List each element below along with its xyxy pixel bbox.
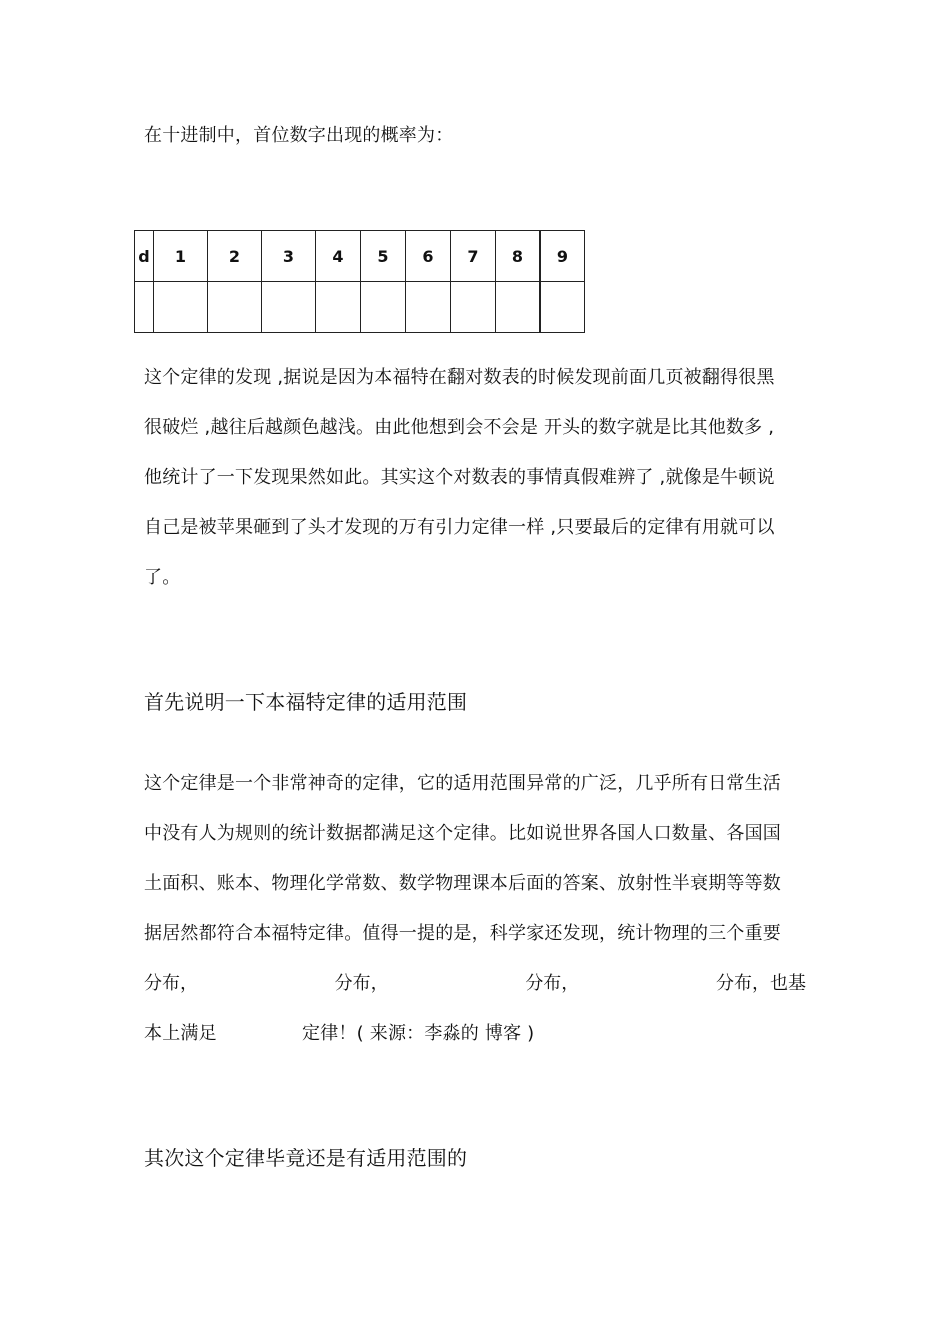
- section-heading: 其次这个定律毕竟还是有适用范围的: [144, 1146, 468, 1170]
- paragraph-line: 中没有人为规则的统计数据都满足这个定律。比如说世界各国人口数量、各国国: [144, 823, 781, 844]
- paragraph-line: 他统计了一下发现果然如此。其实这个对数表的事情真假难辨了 ,就像是牛顿说: [144, 467, 775, 488]
- table-cell-3: 3: [262, 231, 316, 282]
- paragraph-line: 这个定律是一个非常神奇的定律，它的适用范围异常的广泛，几乎所有日常生活: [144, 773, 781, 794]
- table-cell-2: 2: [208, 231, 262, 282]
- table-header-row: [135, 231, 585, 282]
- table-value-cell: [451, 282, 496, 333]
- paragraph-line: 很破烂 ,越往后越颜色越浅。由此他想到会不会是 开头的数字就是比其他数多 ,: [144, 417, 775, 438]
- paragraph-line: 这个定律的发现 ,据说是因为本福特在翻对数表的时候发现前面几页被翻得很黑: [144, 367, 775, 388]
- paragraph-line: 自己是被苹果砸到了头才发现的万有引力定律一样 ,只要最后的定律有用就可以: [144, 517, 775, 538]
- table-value-row: [135, 282, 585, 333]
- table-value-cell: [154, 282, 208, 333]
- table-value-cell: [316, 282, 361, 333]
- paragraph-line: 土面积、账本、物理化学常数、数学物理课本后面的答案、放射性半衰期等等数: [144, 873, 781, 894]
- table-cell-6: 6: [406, 231, 451, 282]
- section-heading: 首先说明一下本福特定律的适用范围: [144, 690, 468, 714]
- digit-probability-table: [134, 230, 585, 333]
- distribution-label: 分布，: [525, 973, 580, 994]
- paragraph-line: 了。: [144, 567, 181, 588]
- paragraph-line-start: 本上满足: [144, 1023, 217, 1044]
- table-cell-1: 1: [154, 231, 208, 282]
- distribution-label: 分布，: [334, 973, 389, 994]
- distribution-line: [144, 972, 806, 996]
- table-cell-9: 9: [540, 231, 585, 282]
- table-cell-7: 7: [451, 231, 496, 282]
- table-value-cell: [496, 282, 541, 333]
- table-value-cell: [262, 282, 316, 333]
- table-cell-8: 8: [496, 231, 541, 282]
- table-value-cell: [406, 282, 451, 333]
- distribution-label: 分布，: [144, 973, 198, 994]
- table-value-cell: [361, 282, 406, 333]
- table-value-cell: [208, 282, 262, 333]
- table-cell-4: 4: [316, 231, 361, 282]
- intro-text: 在十进制中，首位数字出现的概率为：: [144, 125, 454, 146]
- paragraph-line-end: 定律！( 来源：李淼的 博客 ): [302, 1023, 535, 1044]
- paragraph-line: 据居然都符合本福特定律。值得一提的是，科学家还发现，统计物理的三个重要: [144, 923, 781, 944]
- distribution-label: 分布，也基: [715, 973, 806, 994]
- table-cell-5: 5: [361, 231, 406, 282]
- table-value-cell: [540, 282, 585, 333]
- table-cell-d: d: [135, 231, 154, 282]
- table-value-cell: [135, 282, 154, 333]
